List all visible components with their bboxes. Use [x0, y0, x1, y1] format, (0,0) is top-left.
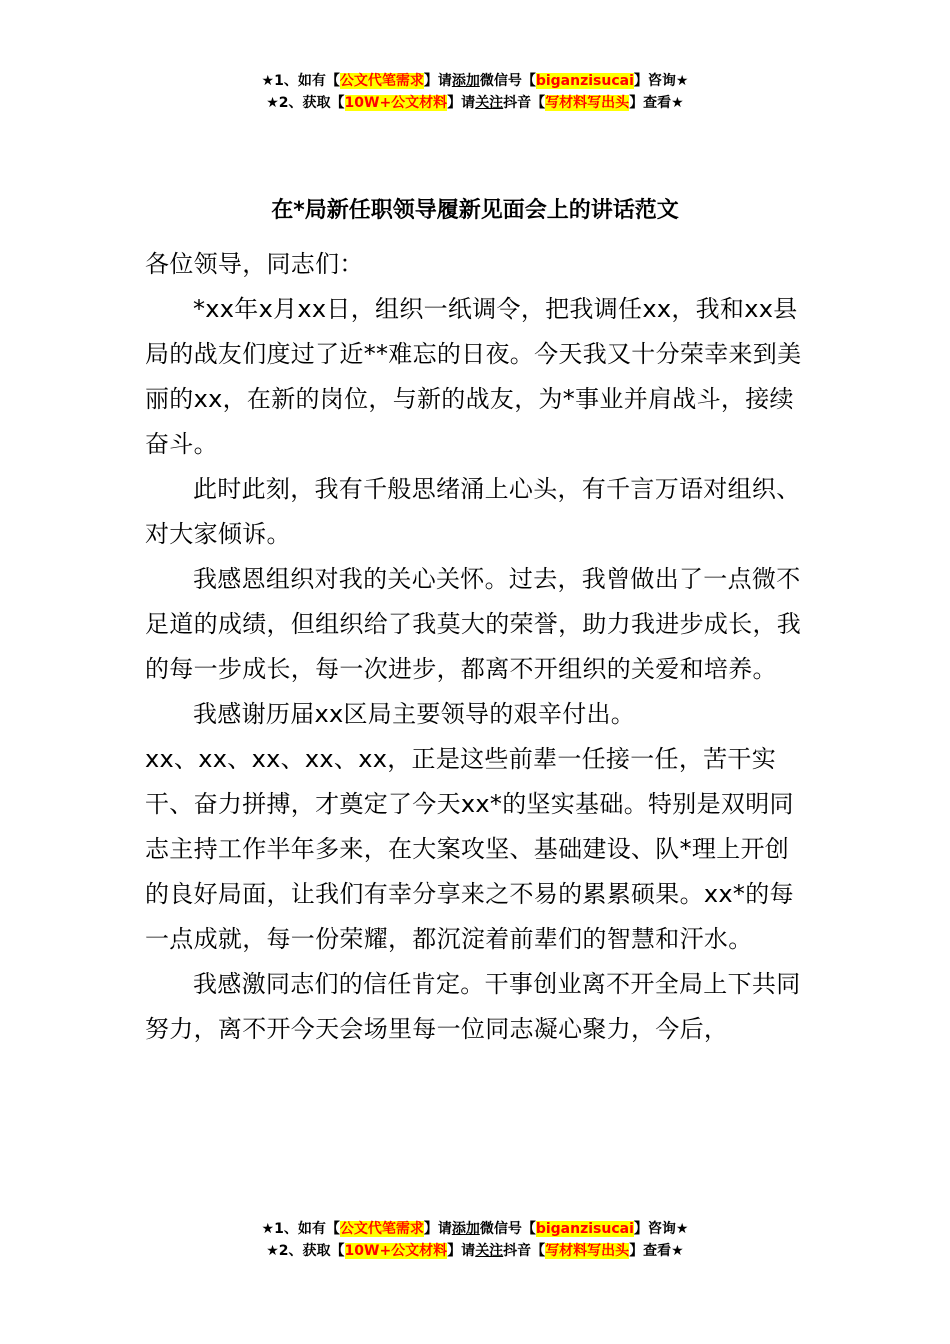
banner-text: ★2、获取【: [266, 1243, 345, 1259]
banner-line-2: [0, 92, 950, 114]
paragraph: 我感恩组织对我的关心关怀。过去，我曾做出了一点微不足道的成绩，但组织给了我莫大的荣誉，助力我进步成长，我的每一步成长，每一次进步，都离不开组织的关爱和培养。: [145, 565, 802, 683]
banner-underline: 关注: [475, 1243, 504, 1259]
paragraph: xx、xx、xx、xx、xx，正是这些前辈一任接一任，苦干实干、奋力拼搏，才奠定了今天xx*的坚实基础。特别是双明同志主持工作半年多来，在大案攻坚、基础建设、队*理上开创的良好局面，让我们有幸分享来之不易的累累硕果。xx*的每一点成就，每一份荣耀，都沉淀着前辈们的智慧和汗水。: [145, 745, 794, 953]
banner-line-2: [0, 1240, 950, 1262]
banner-text: 】查看★: [629, 1243, 684, 1259]
banner-highlight: 公文代笔需求: [339, 1221, 424, 1237]
salutation: 各位领导，同志们：: [145, 250, 364, 278]
footer-banner: [0, 1218, 950, 1262]
paragraph: 我感激同志们的信任肯定。干事创业离不开全局上下共同努力，离不开今天会场里每一位同志凝心聚力，今后，: [145, 970, 801, 1043]
banner-underline: 添加: [451, 1221, 480, 1237]
banner-text: 抖音【: [503, 1243, 546, 1259]
banner-text: 】查看★: [629, 95, 684, 111]
banner-text: 】请: [447, 1243, 476, 1259]
banner-highlight: 10W+公文材料: [344, 1243, 448, 1259]
banner-text: 微信号【: [479, 1221, 536, 1237]
document-body: [145, 242, 807, 1052]
banner-text: 】咨询★: [633, 1221, 689, 1237]
paragraph: 此时此刻，我有千般思绪涌上心头，有千言万语对组织、对大家倾诉。: [145, 475, 801, 548]
banner-line-1: [0, 1218, 950, 1240]
header-banner: [0, 70, 950, 114]
banner-text: 抖音【: [503, 95, 546, 111]
banner-line-1: [0, 70, 950, 92]
banner-text: 微信号【: [479, 73, 536, 89]
banner-highlight: biganzisucai: [535, 1221, 634, 1237]
paragraph: 我感谢历届xx区局主要领导的艰辛付出。: [193, 700, 636, 728]
banner-highlight: 写材料写出头: [545, 1243, 630, 1259]
banner-highlight: biganzisucai: [535, 73, 634, 89]
banner-text: ★1、如有【: [261, 1221, 340, 1237]
banner-text: 】请: [447, 95, 476, 111]
banner-text: ★1、如有【: [261, 73, 340, 89]
banner-underline: 关注: [475, 95, 504, 111]
banner-underline: 添加: [451, 73, 480, 89]
banner-text: ★2、获取【: [266, 95, 345, 111]
banner-text: 】请: [423, 73, 452, 89]
banner-text: 】请: [423, 1221, 452, 1237]
document-title: 在*局新任职领导履新见面会上的讲话范文: [271, 198, 679, 223]
paragraph: *xx年x月xx日，组织一纸调令，把我调任xx，我和xx县局的战友们度过了近**难忘的日夜。今天我又十分荣幸来到美丽的xx，在新的岗位，与新的战友，为*事业并肩战斗，接续奋斗。: [145, 295, 802, 458]
banner-text: 】咨询★: [633, 73, 689, 89]
banner-highlight: 写材料写出头: [545, 95, 630, 111]
banner-highlight: 公文代笔需求: [339, 73, 424, 89]
banner-highlight: 10W+公文材料: [344, 95, 448, 111]
